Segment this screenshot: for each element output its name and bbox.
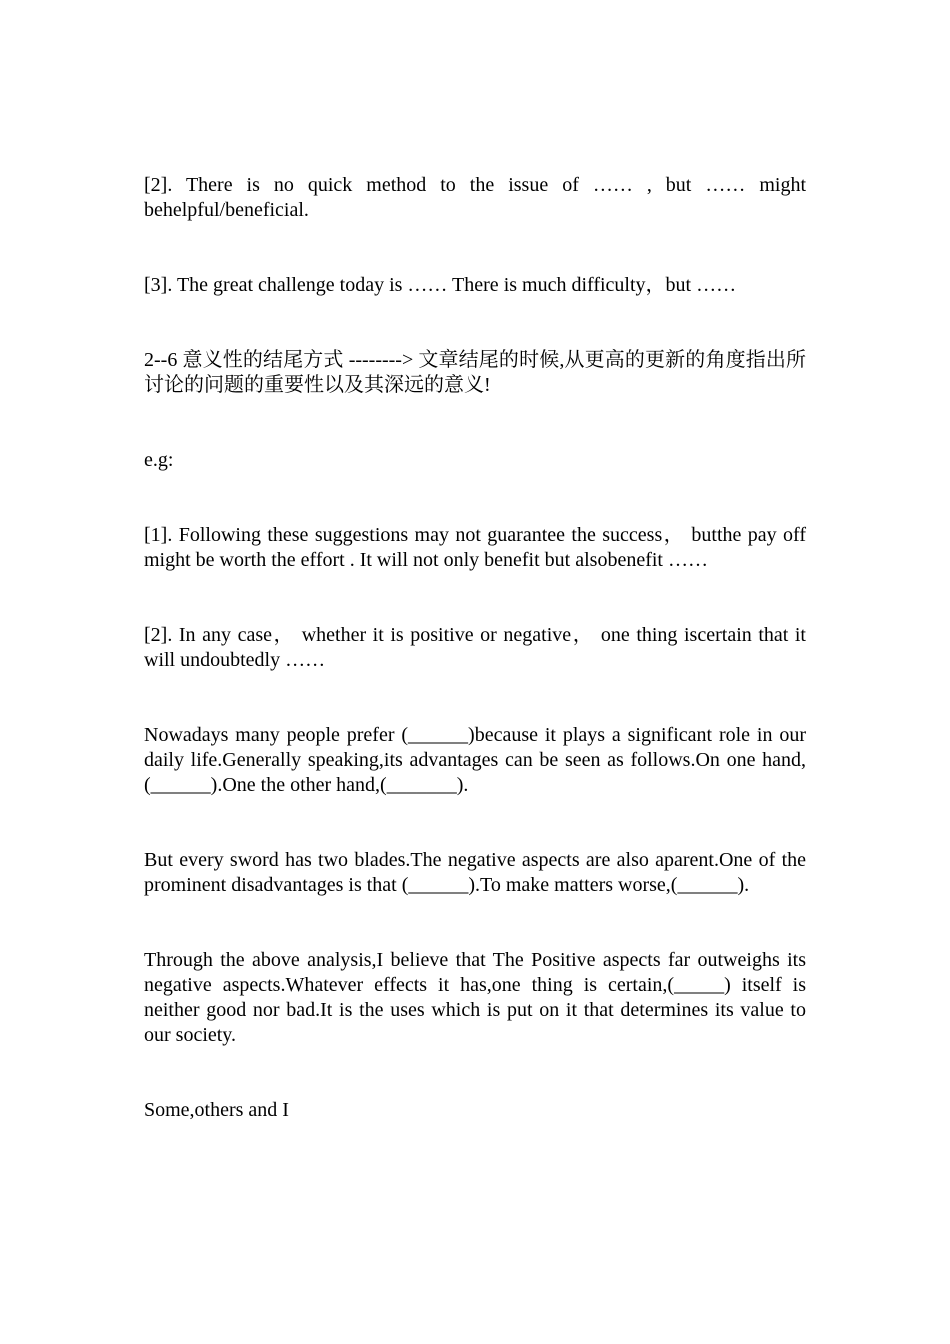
document-body [144, 173, 806, 1123]
paragraph-spacer [144, 223, 806, 273]
paragraph-spacer [144, 898, 806, 948]
paragraph-template-advantages: Nowadays many people prefer (______)because it plays a significant role in our daily life.Generally speaking,its advantages can be seen as follows.On one hand,(______).One the other hand,(_______). [144, 724, 806, 796]
paragraph-method-issue: [2]. There is no quick method to the issue of …… , but …… might behelpful/beneficial. [144, 174, 806, 221]
paragraph-spacer [144, 298, 806, 348]
paragraph-suggestions: [1]. Following these suggestions may not guarantee the success， butthe pay off might be worth the effort . It will not only benefit but alsobenefit …… [144, 524, 806, 571]
paragraph-great-challenge: [3]. The great challenge today is …… There is much difficulty，but …… [144, 274, 737, 296]
paragraph-template-conclusion: Through the above analysis,I believe that The Positive aspects far outweighs its negative aspects.Whatever effects it has,one thing is certain,(_____) itself is neither good nor bad.It is the uses which is put on it that determines its value to our society. [144, 949, 806, 1046]
paragraph-section-heading: 2--6 意义性的结尾方式 --------> 文章结尾的时候,从更高的更新的角度指出所讨论的问题的重要性以及其深远的意义! [144, 349, 806, 396]
paragraph-some-others: Some,others and I [144, 1099, 289, 1121]
paragraph-any-case: [2]. In any case， whether it is positive or negative， one thing iscertain that it will undoubtedly …… [144, 624, 806, 671]
paragraph-spacer [144, 473, 806, 523]
paragraph-spacer [144, 673, 806, 723]
paragraph-template-disadvantages: But every sword has two blades.The negative aspects are also aparent.One of the prominent disadvantages is that (______).To make matters worse,(______). [144, 849, 806, 896]
paragraph-spacer [144, 573, 806, 623]
paragraph-example-label: e.g: [144, 449, 174, 471]
paragraph-spacer [144, 1048, 806, 1098]
paragraph-spacer [144, 398, 806, 448]
paragraph-spacer [144, 798, 806, 848]
